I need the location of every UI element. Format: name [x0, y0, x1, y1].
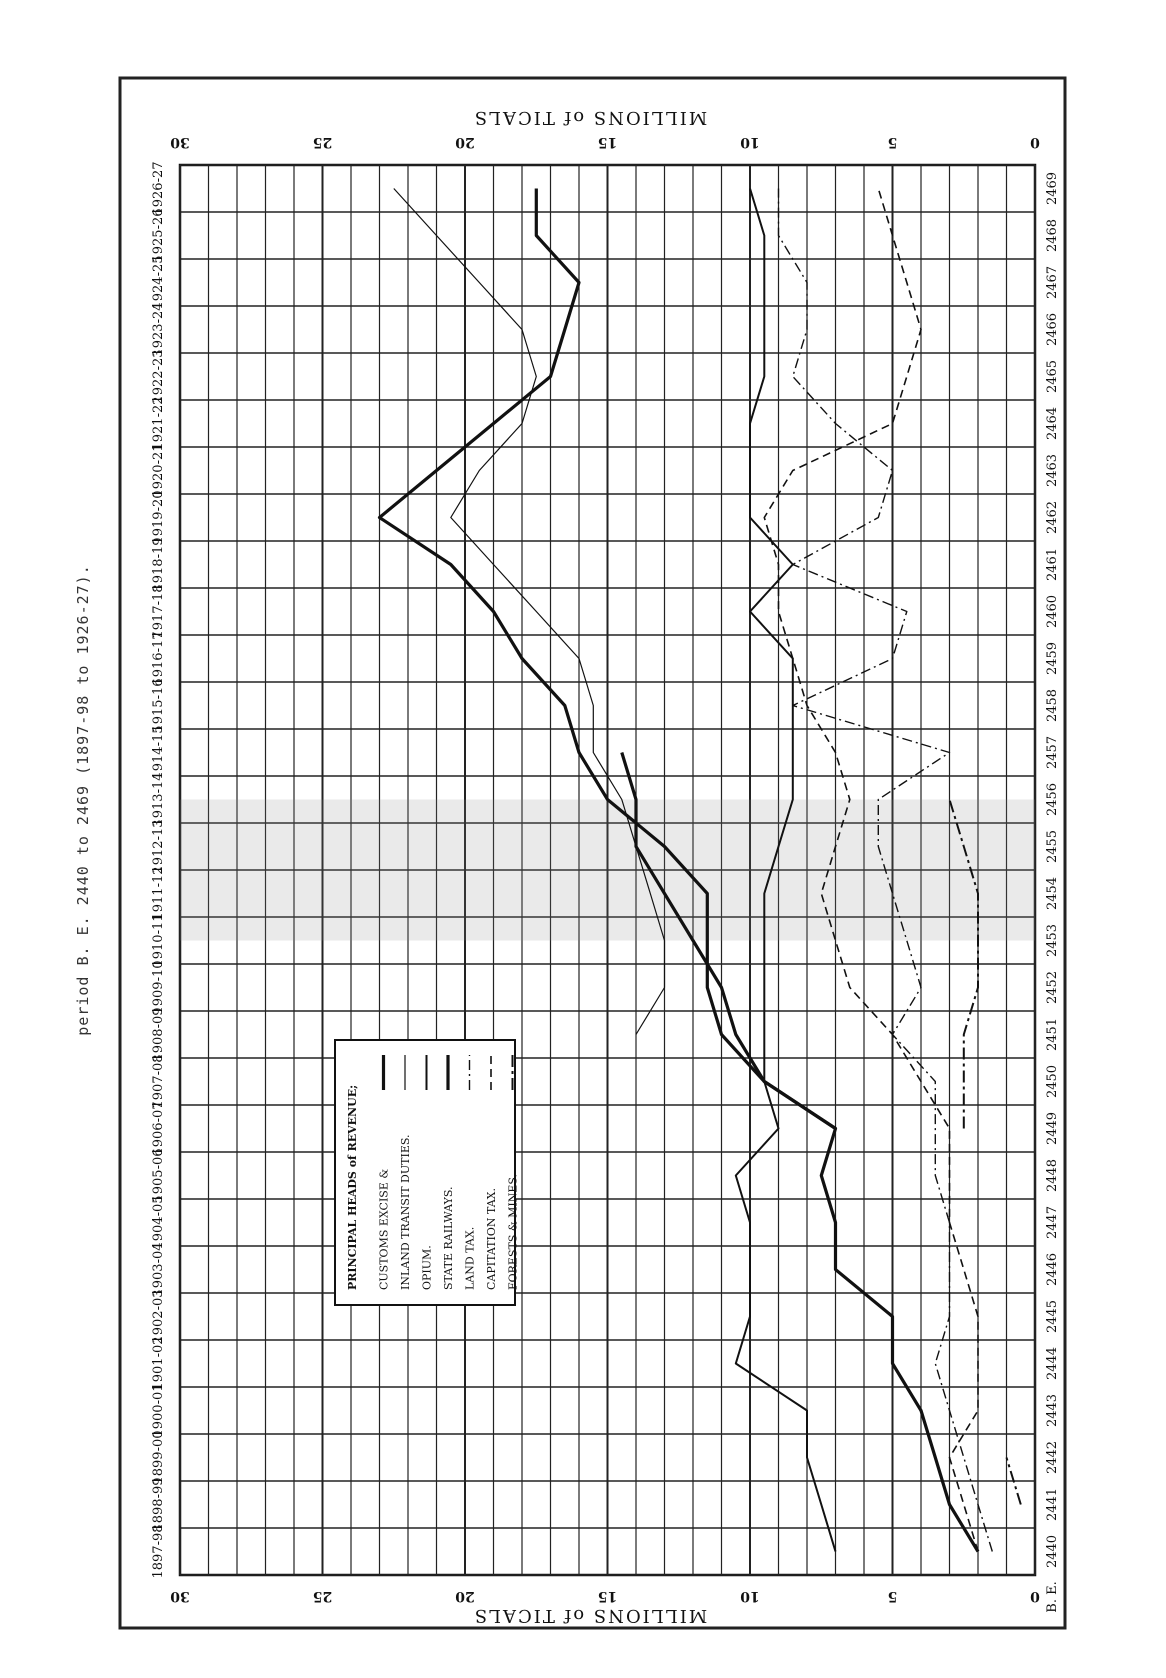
x-tick-label-be: 2461 — [1045, 547, 1060, 582]
x-tick-label-ce: 1914-15 — [151, 725, 166, 780]
legend-item-5 — [464, 1227, 477, 1290]
y-axis-title-top: MILLIONS of TICALS — [472, 107, 708, 128]
x-tick-be — [1045, 971, 1060, 1004]
x-tick-be — [1045, 501, 1060, 534]
y-tick-top — [170, 134, 190, 150]
x-tick-be — [1045, 736, 1060, 769]
x-tick-ce — [151, 960, 166, 1014]
x-tick-be — [1045, 1159, 1060, 1192]
x-tick-be — [1045, 1300, 1060, 1333]
caption-text: period B. E. 2440 to 2469 (1897-98 to 1926-27). — [74, 564, 92, 1036]
be-label-text: B. E. — [1045, 1581, 1060, 1613]
x-tick-label-ce: 1900-01 — [151, 1383, 166, 1438]
x-tick-label-be: 2462 — [1045, 500, 1060, 535]
x-tick-ce — [151, 631, 166, 685]
x-tick-label-ce: 1907-08 — [151, 1054, 166, 1109]
x-tick-be — [1045, 266, 1060, 299]
x-tick-label-be: 2457 — [1045, 735, 1060, 770]
x-tick-ce — [151, 443, 166, 497]
x-tick-label-be: 2445 — [1045, 1299, 1060, 1334]
y-tick-label-bottom: 10 — [740, 1588, 760, 1604]
x-tick-be — [1045, 1394, 1060, 1427]
x-tick-label-be: 2452 — [1045, 970, 1060, 1005]
x-tick-ce — [151, 1477, 166, 1531]
x-tick-label-be: 2466 — [1045, 312, 1060, 347]
x-tick-be — [1045, 548, 1060, 581]
x-tick-label-ce: 1897-98 — [151, 1524, 166, 1579]
x-tick-be — [1045, 1441, 1060, 1474]
y-tick-label-bottom: 30 — [170, 1588, 190, 1604]
x-tick-ce — [151, 1524, 166, 1578]
x-tick-ce — [151, 537, 166, 591]
y-tick-bottom — [598, 1588, 617, 1604]
x-tick-label-be: 2447 — [1045, 1205, 1060, 1240]
x-tick-label-ce: 1905-06 — [151, 1148, 166, 1203]
x-tick-label-ce: 1922-23 — [151, 349, 166, 404]
legend-item-6 — [485, 1188, 498, 1290]
x-tick-label-ce: 1908-09 — [151, 1007, 166, 1062]
x-tick-label-ce: 1918-19 — [151, 537, 166, 592]
y-tick-bottom — [888, 1588, 898, 1604]
y-tick-label-top: 20 — [455, 134, 475, 150]
y-tick-bottom — [455, 1588, 475, 1604]
x-tick-be — [1045, 595, 1060, 628]
be-label — [1045, 1581, 1060, 1612]
legend-label: CAPITATION TAX. — [485, 1187, 498, 1290]
x-tick-label-ce: 1915-16 — [151, 678, 166, 733]
x-tick-label-ce: 1911-12 — [151, 866, 166, 921]
y-tick-label-bottom: 20 — [455, 1588, 475, 1604]
x-tick-label-be: 2453 — [1045, 923, 1060, 958]
legend-label: CUSTOMS EXCISE & — [377, 1168, 391, 1290]
y-tick-bottom — [170, 1588, 190, 1604]
x-tick-label-ce: 1906-07 — [151, 1101, 166, 1156]
x-tick-ce — [151, 819, 166, 873]
y-tick-top — [313, 134, 332, 150]
x-tick-be — [1045, 1253, 1060, 1286]
x-tick-label-be: 2459 — [1045, 641, 1060, 676]
y-tick-top — [455, 134, 475, 150]
y-tick-top — [888, 134, 898, 150]
x-tick-label-be: 2448 — [1045, 1158, 1060, 1193]
x-tick-ce — [151, 1195, 166, 1249]
x-tick-ce — [151, 302, 166, 356]
x-tick-ce — [151, 208, 166, 262]
x-tick-be — [1045, 360, 1060, 393]
y-tick-label-bottom: 25 — [312, 1588, 333, 1604]
x-tick-label-be: 2450 — [1045, 1064, 1060, 1099]
x-tick-label-ce: 1910-11 — [151, 913, 166, 968]
x-tick-label-ce: 1926-27 — [151, 161, 166, 216]
x-tick-label-ce: 1917-18 — [151, 584, 166, 639]
x-tick-label-be: 2456 — [1045, 782, 1060, 817]
side-caption — [74, 564, 92, 1035]
y-tick-label-top: 5 — [887, 134, 898, 150]
x-tick-label-ce: 1916-17 — [151, 631, 166, 686]
y-tick-label-top: 10 — [740, 134, 760, 150]
x-tick-label-be: 2465 — [1045, 359, 1060, 394]
x-tick-label-ce: 1912-13 — [151, 819, 166, 874]
x-tick-label-be: 2468 — [1045, 218, 1060, 253]
x-tick-ce — [151, 1289, 166, 1343]
y-tick-bottom — [1030, 1588, 1040, 1604]
x-tick-be — [1045, 454, 1060, 487]
x-tick-be — [1045, 1018, 1060, 1051]
x-tick-ce — [151, 1007, 166, 1061]
y-tick-top — [1030, 134, 1040, 150]
x-tick-ce — [151, 584, 166, 638]
x-tick-label-ce: 1902-03 — [151, 1289, 166, 1344]
legend-label: LAND TAX. — [463, 1226, 477, 1290]
x-tick-be — [1045, 407, 1060, 440]
x-tick-be — [1045, 830, 1060, 863]
x-tick-ce — [151, 772, 166, 826]
x-tick-label-be: 2446 — [1045, 1252, 1060, 1287]
x-tick-ce — [151, 1242, 166, 1296]
x-tick-label-be: 2458 — [1045, 688, 1060, 723]
x-tick-ce — [151, 161, 166, 215]
x-tick-ce — [151, 349, 166, 403]
x-tick-ce — [151, 255, 166, 309]
x-tick-label-ce: 1921-22 — [151, 396, 166, 451]
x-tick-label-be: 2467 — [1045, 265, 1060, 300]
legend-label: INLAND TRANSIT DUTIES. — [399, 1134, 412, 1290]
bottom-axis-title — [473, 1605, 708, 1626]
x-tick-ce — [151, 1430, 166, 1484]
x-tick-label-ce: 1919-20 — [151, 490, 166, 545]
y-tick-bottom — [313, 1588, 332, 1604]
y-tick-label-top: 15 — [597, 134, 618, 150]
y-tick-top — [740, 134, 760, 150]
x-tick-label-ce: 1924-25 — [151, 255, 166, 310]
x-tick-label-be: 2440 — [1045, 1534, 1060, 1569]
legend-item-4 — [442, 1186, 455, 1290]
noise-band — [180, 800, 1035, 941]
y-tick-label-bottom: 0 — [1030, 1588, 1040, 1604]
x-tick-ce — [151, 913, 166, 967]
legend-item-0 — [346, 1085, 359, 1290]
x-tick-be — [1045, 313, 1060, 346]
legend-item-2 — [399, 1134, 412, 1290]
y-tick-bottom — [740, 1588, 760, 1604]
x-tick-label-ce: 1903-04 — [151, 1242, 166, 1297]
x-tick-label-be: 2469 — [1045, 171, 1060, 206]
x-tick-ce — [151, 866, 166, 920]
x-tick-label-be: 2451 — [1045, 1017, 1060, 1052]
x-tick-ce — [151, 1054, 166, 1108]
legend-item-3 — [421, 1245, 434, 1290]
x-tick-ce — [151, 1101, 166, 1155]
x-tick-label-be: 2455 — [1045, 829, 1060, 864]
legend-label: PRINCIPAL HEADS of REVENUE; — [346, 1084, 359, 1290]
legend-item-7 — [507, 1174, 520, 1290]
x-tick-label-ce: 1913-14 — [151, 772, 166, 827]
x-tick-label-be: 2442 — [1045, 1440, 1060, 1475]
x-tick-be — [1045, 783, 1060, 816]
x-tick-be — [1045, 877, 1060, 910]
x-tick-label-be: 2443 — [1045, 1393, 1060, 1428]
y-tick-label-bottom: 15 — [597, 1588, 618, 1604]
x-tick-label-be: 2454 — [1045, 876, 1060, 911]
legend-label: STATE RAILWAYS. — [442, 1186, 455, 1290]
x-tick-be — [1045, 1065, 1060, 1098]
y-tick-label-top: 30 — [170, 134, 190, 150]
legend — [335, 1040, 520, 1305]
x-tick-be — [1045, 219, 1060, 252]
x-tick-label-ce: 1923-24 — [151, 302, 166, 357]
x-tick-be — [1045, 924, 1060, 957]
x-tick-ce — [151, 1383, 166, 1437]
x-tick-ce — [151, 725, 166, 779]
y-tick-label-top: 0 — [1030, 134, 1040, 150]
x-tick-be — [1045, 1347, 1060, 1380]
x-tick-ce — [151, 396, 166, 450]
x-tick-ce — [151, 490, 166, 544]
x-tick-label-ce: 1920-21 — [151, 443, 166, 498]
y-axis-title-bottom: MILLIONS of TICALS — [472, 1605, 708, 1626]
y-tick-label-top: 25 — [312, 134, 333, 150]
x-tick-be — [1045, 172, 1060, 205]
x-tick-ce — [151, 1148, 166, 1202]
x-tick-ce — [151, 678, 166, 732]
x-tick-label-ce: 1898-99 — [151, 1477, 166, 1532]
x-tick-label-be: 2449 — [1045, 1111, 1060, 1146]
x-tick-label-ce: 1904-05 — [151, 1195, 166, 1250]
y-tick-label-bottom: 5 — [887, 1588, 898, 1604]
x-tick-be — [1045, 1206, 1060, 1239]
x-tick-label-be: 2441 — [1045, 1487, 1060, 1522]
x-tick-ce — [151, 1336, 166, 1390]
legend-item-1 — [378, 1169, 391, 1290]
x-tick-be — [1045, 1535, 1060, 1568]
x-tick-label-be: 2463 — [1045, 453, 1060, 488]
x-tick-be — [1045, 1112, 1060, 1145]
legend-label: OPIUM. — [420, 1245, 434, 1290]
top-axis-title — [473, 107, 708, 128]
x-tick-be — [1045, 642, 1060, 675]
x-tick-label-ce: 1925-26 — [151, 208, 166, 263]
x-tick-label-ce: 1899-00 — [151, 1430, 166, 1485]
x-tick-label-be: 2464 — [1045, 406, 1060, 441]
x-tick-be — [1045, 689, 1060, 722]
x-tick-label-be: 2460 — [1045, 594, 1060, 629]
x-tick-label-be: 2444 — [1045, 1346, 1060, 1381]
x-tick-label-ce: 1909-10 — [151, 960, 166, 1015]
x-tick-be — [1045, 1488, 1060, 1521]
legend-label: FORESTS & MINES. — [506, 1173, 520, 1290]
x-tick-label-ce: 1901-02 — [151, 1336, 166, 1391]
grey-band — [180, 800, 1035, 941]
y-tick-top — [598, 134, 617, 150]
